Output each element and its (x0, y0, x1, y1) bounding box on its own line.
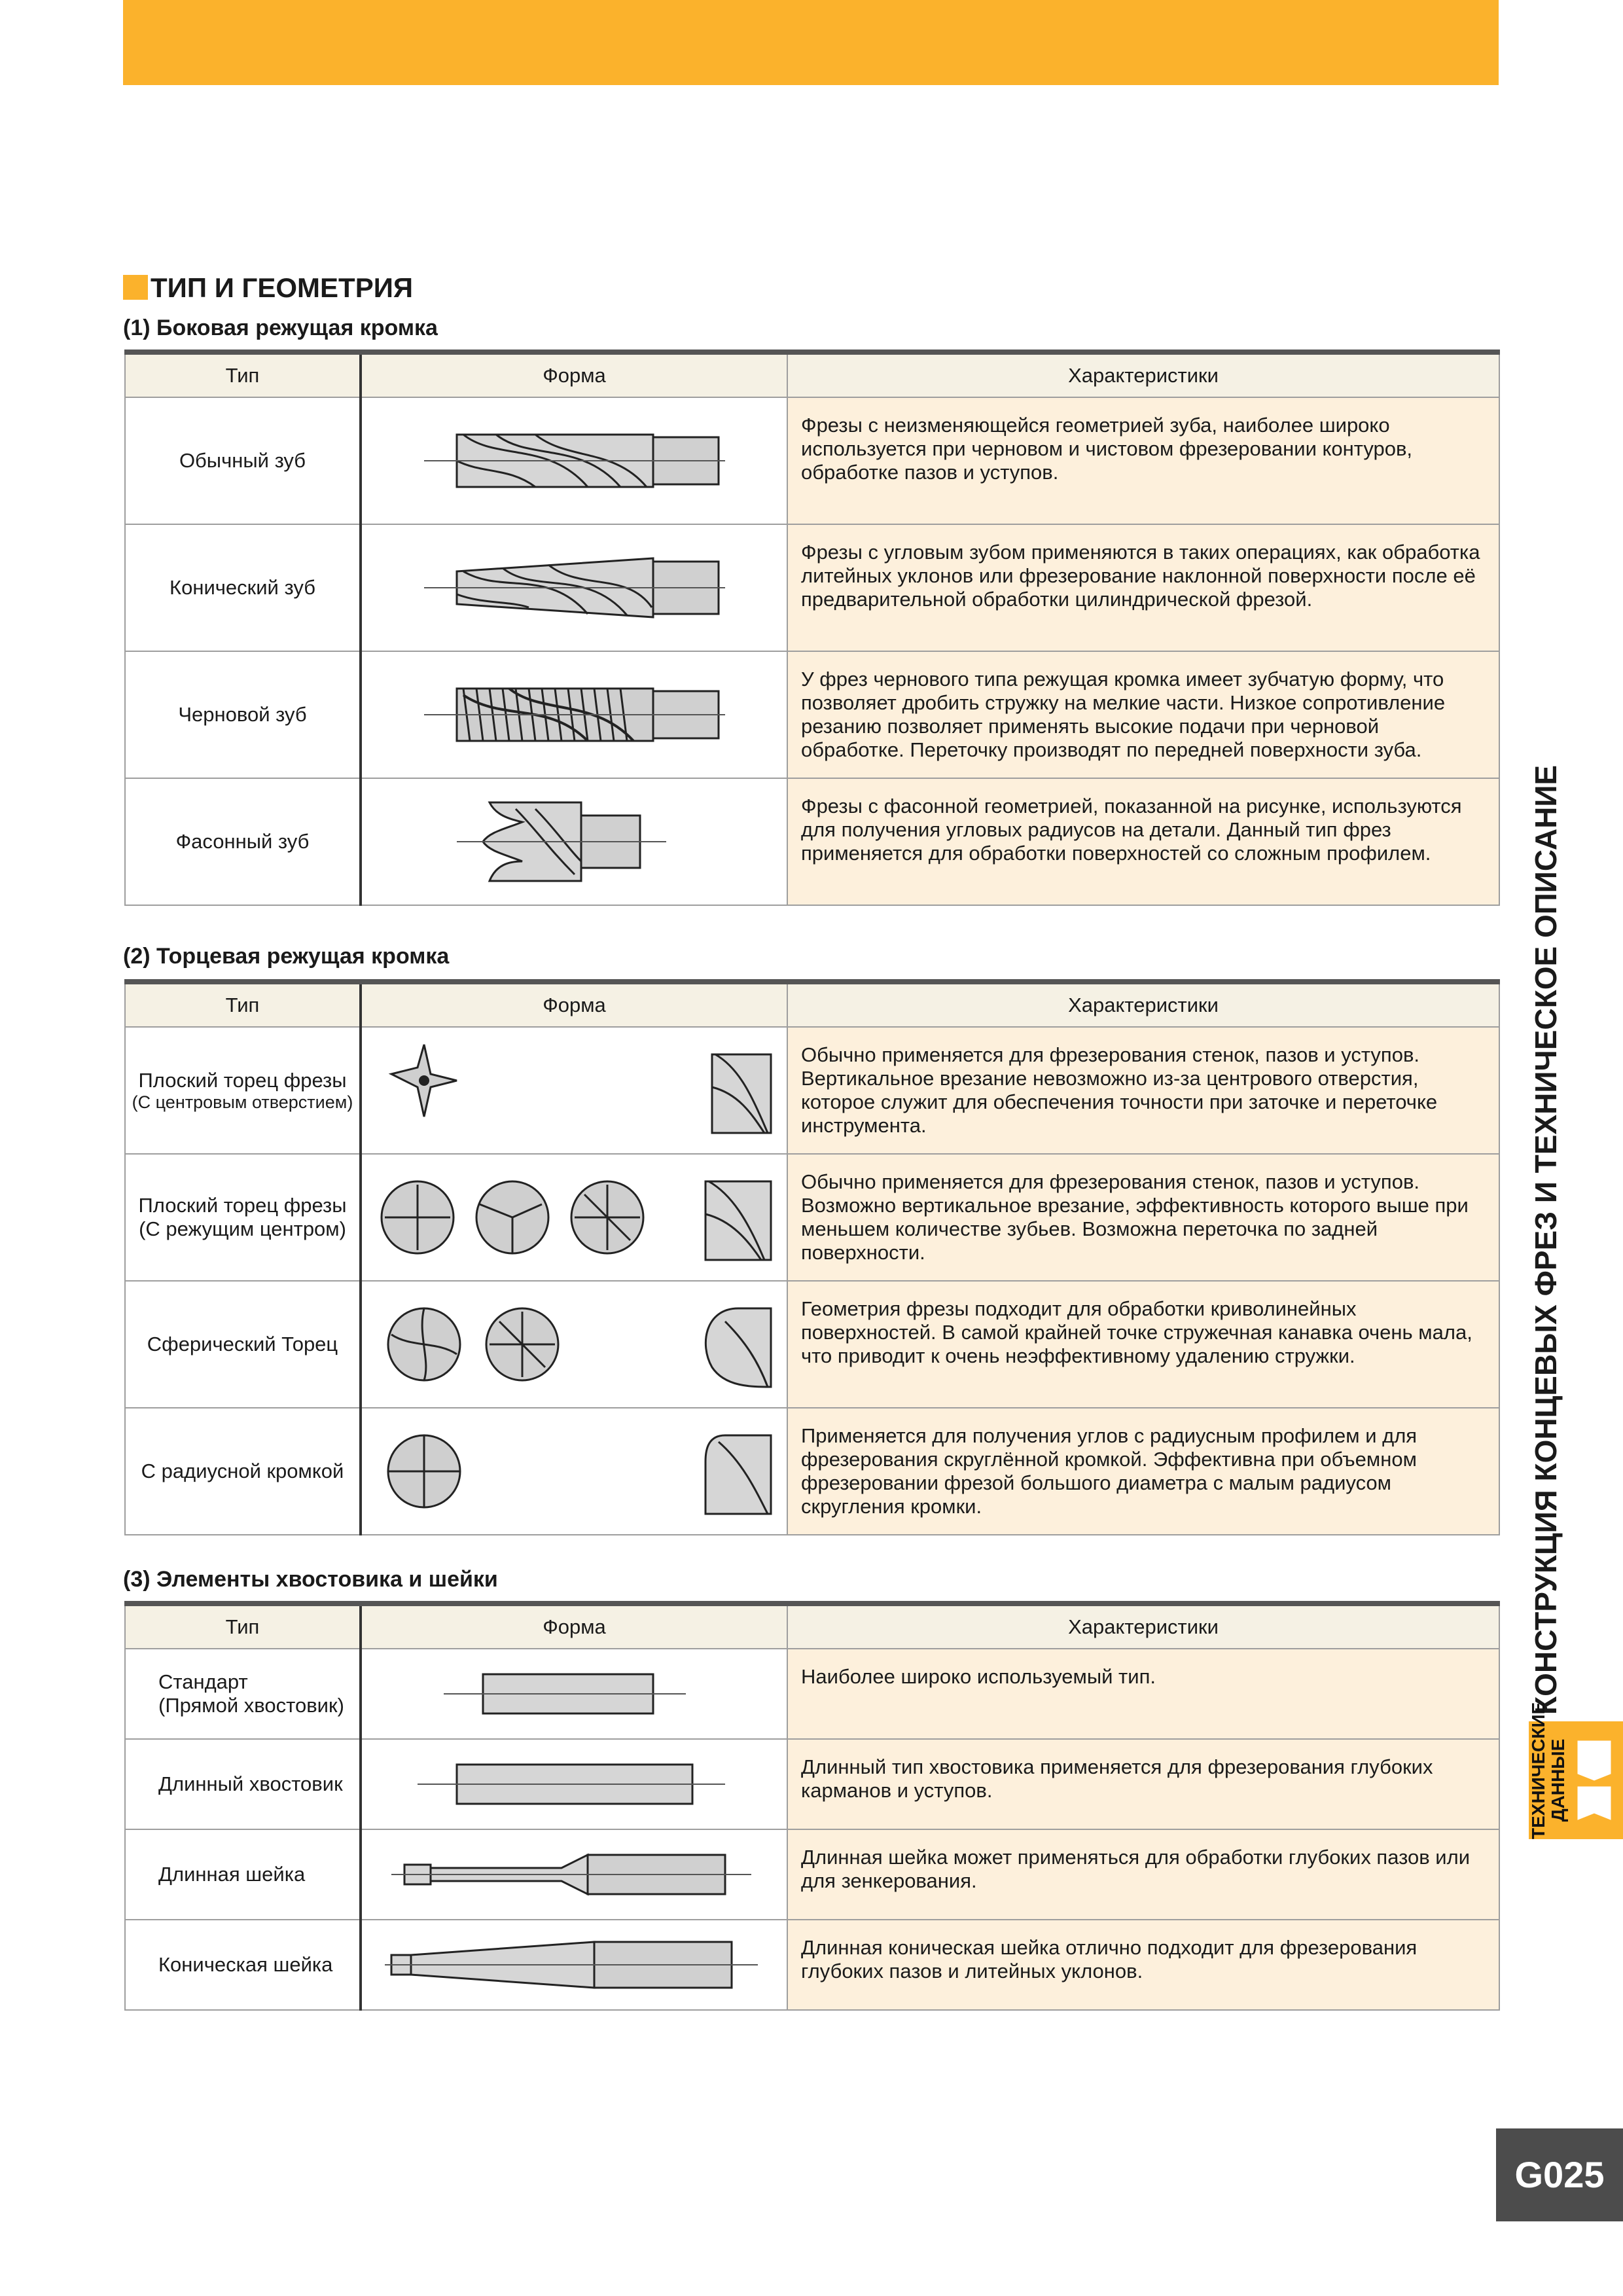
row-shape (361, 1739, 787, 1829)
long-neck-drawing (391, 1842, 758, 1907)
row-characteristics: Наиболее широко используемый тип. (787, 1649, 1499, 1739)
book-icon (1575, 1734, 1614, 1826)
flat-end-center-hole-drawing (372, 1041, 777, 1139)
row-characteristics: Длинная коническая шейка отлично подходит для фрезерования глубоких пазов и литейных уклонов. (787, 1920, 1499, 2010)
roughing-end-mill-drawing (418, 669, 732, 761)
row-type: Черновой зуб (125, 651, 361, 778)
table-row (125, 1154, 1499, 1281)
row-shape (361, 1408, 787, 1535)
table-row (125, 1739, 1499, 1829)
row-shape (361, 651, 787, 778)
row-characteristics: Фрезы с неизменяющейся геометрией зуба, наиболее широко используется при черновом и чистовом фрезеровании контуров, обработке пазов и уступов. (787, 397, 1499, 524)
row-type: Плоский торец фрезы (138, 1068, 347, 1092)
row-shape (361, 1154, 787, 1281)
row-type: Конический зуб (125, 524, 361, 651)
side-tab-label: ТЕХНИЧЕСКИЕ ДАННЫЕ (1528, 1702, 1568, 1839)
row-type-note: (Прямой хвостовик) (158, 1694, 344, 1717)
subhead-shank-neck: (3) Элементы хвостовика и шейки (123, 1567, 498, 1592)
col-header-shape: Форма (361, 1604, 787, 1649)
col-header-type: Тип (125, 352, 361, 397)
top-accent-bar (123, 0, 1499, 85)
table-shank-neck (124, 1601, 1500, 2011)
row-type: Обычный зуб (125, 397, 361, 524)
row-type: Коническая шейка (125, 1920, 361, 2010)
corner-radius-drawing (372, 1422, 777, 1520)
subhead-end-edge: (2) Торцевая режущая кромка (123, 944, 450, 969)
long-shank-drawing (418, 1751, 732, 1817)
side-vertical-title: КОНСТРУКЦИЯ КОНЦЕВЫХ ФРЕЗ И ТЕХНИЧЕСКОЕ ОПИСАНИЕ (1529, 764, 1563, 1715)
table-row (125, 397, 1499, 524)
table-row (125, 524, 1499, 651)
row-type: Стандарт (158, 1670, 248, 1693)
row-characteristics: Длинная шейка может применяться для обработки глубоких пазов или для зенкерования. (787, 1829, 1499, 1920)
form-end-mill-drawing (418, 789, 732, 894)
table-side-edge (124, 350, 1500, 906)
row-shape (361, 1829, 787, 1920)
col-header-type: Тип (125, 1604, 361, 1649)
row-type: Длинный хвостовик (125, 1739, 361, 1829)
title-square-icon (123, 275, 148, 300)
row-shape (361, 1649, 787, 1739)
row-characteristics: Обычно применяется для фрезерования стенок, пазов и уступов. Возможно вертикальное врезание, эффективность которого выше при меньшем количестве зубьев. Возможна переточка по задней поверхности. (787, 1154, 1499, 1281)
col-header-shape: Форма (361, 982, 787, 1027)
col-header-characteristics: Характеристики (787, 352, 1499, 397)
side-tab-technical-data (1528, 1702, 1623, 1839)
table-row (125, 1027, 1499, 1154)
table-end-edge (124, 979, 1500, 1535)
tapered-end-mill-drawing (418, 542, 732, 634)
col-header-characteristics: Характеристики (787, 1604, 1499, 1649)
row-shape (361, 1920, 787, 2010)
row-type: Плоский торец фрезы (138, 1194, 347, 1217)
col-header-characteristics: Характеристики (787, 982, 1499, 1027)
row-shape (361, 397, 787, 524)
row-characteristics: Длинный тип хвостовика применяется для фрезерования глубоких карманов и уступов. (787, 1739, 1499, 1829)
row-type: Длинная шейка (125, 1829, 361, 1920)
row-shape (361, 778, 787, 905)
table-row (125, 651, 1499, 778)
table-row (125, 1649, 1499, 1739)
row-characteristics: У фрез чернового типа режущая кромка имеет зубчатую форму, что позволяет дробить стружку на мелкие части. Низкое сопротивление резанию позволяет применять высокие подачи при черновой обработке. Переточку производят по передней поверхности зуба. (787, 651, 1499, 778)
straight-shank-drawing (444, 1661, 705, 1727)
row-characteristics: Фрезы с фасонной геометрией, показанной на рисунке, используются для получения угловых радиусов на детали. Данный тип фрез применяется для обработки поверхностей со сложным профилем. (787, 778, 1499, 905)
row-shape (361, 1281, 787, 1408)
col-header-shape: Форма (361, 352, 787, 397)
row-type-note: (С центровым отверстием) (132, 1092, 353, 1112)
row-type: С радиусной кромкой (125, 1408, 361, 1535)
subhead-side-edge: (1) Боковая режущая кромка (123, 315, 438, 340)
table-row (125, 1829, 1499, 1920)
row-characteristics: Обычно применяется для фрезерования стенок, пазов и уступов. Вертикальное врезание невозможно из-за центрового отверстия, которое служит для обеспечения точности при заточке и переточке инструмента. (787, 1027, 1499, 1154)
row-characteristics: Применяется для получения углов с радиусным профилем и для фрезерования скруглённой кромкой. Эффективна при объемном фрезеровании фрезой большого диаметра с малым радиусом скругления кромки. (787, 1408, 1499, 1535)
row-type: Сферический Торец (125, 1281, 361, 1408)
col-header-type: Тип (125, 982, 361, 1027)
row-shape (361, 524, 787, 651)
table-row (125, 778, 1499, 905)
table-row (125, 1408, 1499, 1535)
section-title: ТИП И ГЕОМЕТРИЯ (123, 268, 413, 308)
row-characteristics: Геометрия фрезы подходит для обработки криволинейных поверхностей. В самой крайней точке стружечная канавка очень мала, что приводит к очень неэффективному удалению стружки. (787, 1281, 1499, 1408)
table-row (125, 1281, 1499, 1408)
row-type: Фасонный зуб (125, 778, 361, 905)
tapered-neck-drawing (385, 1932, 764, 1998)
page-number: G025 (1496, 2128, 1623, 2221)
square-end-mill-drawing (418, 415, 732, 507)
row-type-note: (С режущим центром) (139, 1217, 346, 1240)
row-characteristics: Фрезы с угловым зубом применяются в таких операциях, как обработка литейных уклонов или фрезерование наклонной поверхности после её предварительной обработки цилиндрической фрезой. (787, 524, 1499, 651)
flat-end-center-cut-drawing (372, 1168, 777, 1266)
ball-end-drawing (372, 1295, 777, 1393)
table-row (125, 1920, 1499, 2010)
row-shape (361, 1027, 787, 1154)
